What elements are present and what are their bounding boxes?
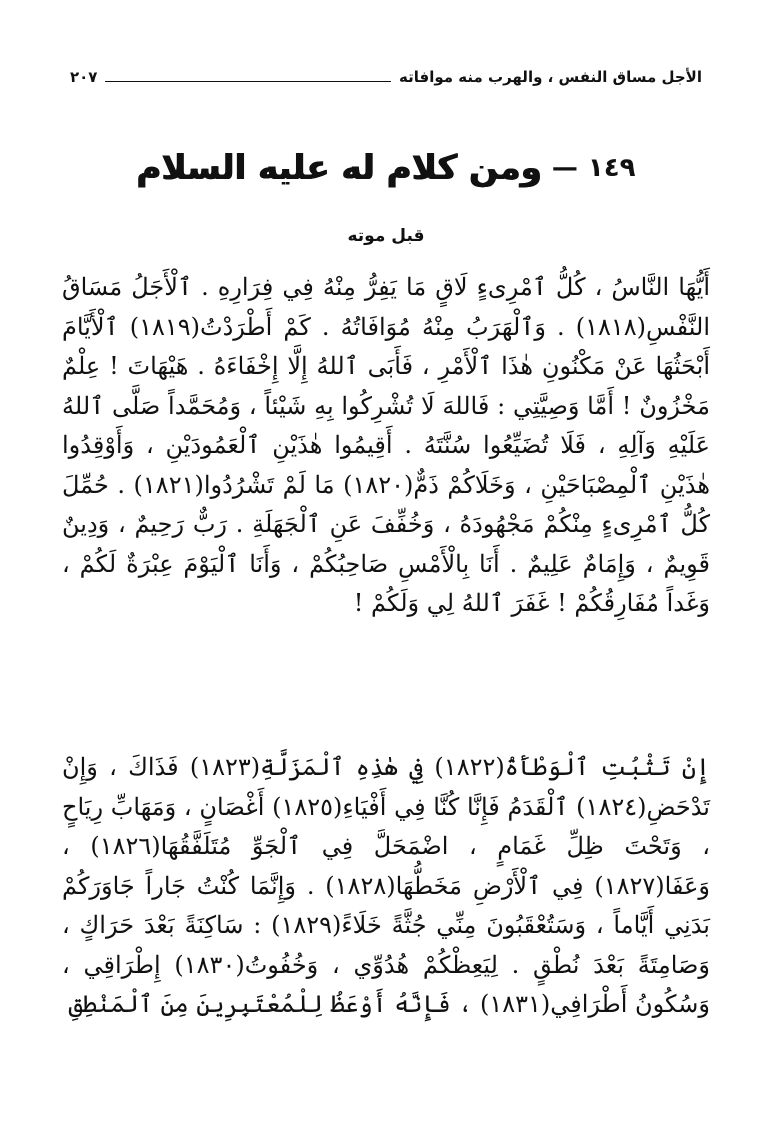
section-title [70, 138, 702, 198]
running-header [70, 62, 702, 92]
page-number: ٢٠٧ [70, 68, 98, 86]
section-number: ١٤٩ [587, 153, 636, 183]
header-rule [105, 81, 391, 82]
section-dash: — [551, 153, 578, 183]
section-heading: ومن كلام له عليه السلام [136, 148, 542, 188]
section-subtitle: قبل موته [347, 226, 425, 246]
paragraph-2: إِنْ تَثْبُتِ ٱلْوَطْأَةُ(١٨٢٢) فِي هٰذِهِ ٱلْمَزَلَّةِ(١٨٢٣) فَذَاكَ ، وَإِنْ تَدْحَضِ(١٨٢٤) ٱلْقَدَمُ فَإِنَّا كُنَّا فِي أَفْيَاءِ(١٨٢٥) أَغْصَانٍ ، وَمَهَابِّ رِيَاحٍ ، وَتَحْتَ ظِلِّ غَمَامٍ ، اضْمَحَلَّ فِي ٱلْجَوِّ مُتَلَفَّقُهَا(١٨٢٦) ، وَعَفَا(١٨٢٧) فِي ٱلْأَرْضِ مَخَطُّهَا(١٨٢٨) . وَإِنَّمَا كُنْتُ جَاراً جَاوَرَكُمْ بَدَنِي أَيَّاماً ، وَسَتُعْقَبُونَ مِنِّي جُثَّةً خَلَاءً(١٨٢٩) : سَاكِنَةً بَعْدَ حَرَاكٍ ، وَصَامِتَةً بَعْدَ نُطْقٍ . لِيَعِظْكُمْ هُدُوِّي ، وَخُفُوتُ(١٨٣٠) إِطْرَاقِي ، وَسُكُونُ أَطْرَافِي(١٨٣١) ، فَإِنَّهُ أَوْعَظُ لِلْمُعْتَبِرِينَ مِنَ ٱلْمَنْطِقِ [62, 753, 711, 1018]
paragraph-1: أَيُّهَا النَّاسُ ، كُلُّ ٱمْرِىءٍ لَاقٍ مَا يَفِرُّ مِنْهُ فِي فِرَارِهِ . ٱلْأَجَلُ مَسَاقُ النَّفْسِ(١٨١٨) . وَٱلْهَرَبُ مِنْهُ مُوَافَاتُهُ . كَمْ أَطْرَدْتُ(١٨١٩) ٱلْأَيَّامَ أَبْحَثُهَا عَنْ مَكْنُونِ هٰذَا ٱلْأَمْرِ ، فَأَبَى ٱللهُ إِلَّا إِخْفَاءَهُ . هَيْهَاتَ ! عِلْمٌ مَخْزُونٌ ! أَمَّا وَصِيَّتِي : فَاللهَ لَا تُشْرِكُوا بِهِ شَيْئاً ، وَمُحَمَّداً صَلَّى ٱللهُ عَلَيْهِ وَآلِهِ ، فَلَا تُضَيِّعُوا سُنَّتَهُ . أَقِيمُوا هٰذَيْنِ ٱلْعَمُودَيْنِ ، وَأَوْقِدُوا هٰذَيْنِ ٱلْمِصْبَاحَيْنِ ، وَخَلَاكُمْ ذَمٌّ(١٨٢٠) مَا لَمْ تَشْرُدُوا(١٨٢١) . حُمِّلَ كُلُّ ٱمْرِىءٍ مِنْكُمْ مَجْهُودَهُ ، وَخُفِّفَ عَنِ ٱلْجَهَلَةِ . رَبٌّ رَحِيمٌ ، وَدِينٌ قَوِيمٌ ، وَإِمَامٌ عَلِيمٌ . أَنَا بِالْأَمْسِ صَاحِبُكُمْ ، وَأَنَا ٱلْيَوْمَ عِبْرَةٌ لَكُمْ ، وَغَداً مُفَارِقُكُمْ ! غَفَرَ ٱللهُ لِي وَلَكُمْ ! [62, 273, 711, 617]
header-title: الأجل مساق النفس ، والهرب منه موافاته [399, 68, 702, 86]
